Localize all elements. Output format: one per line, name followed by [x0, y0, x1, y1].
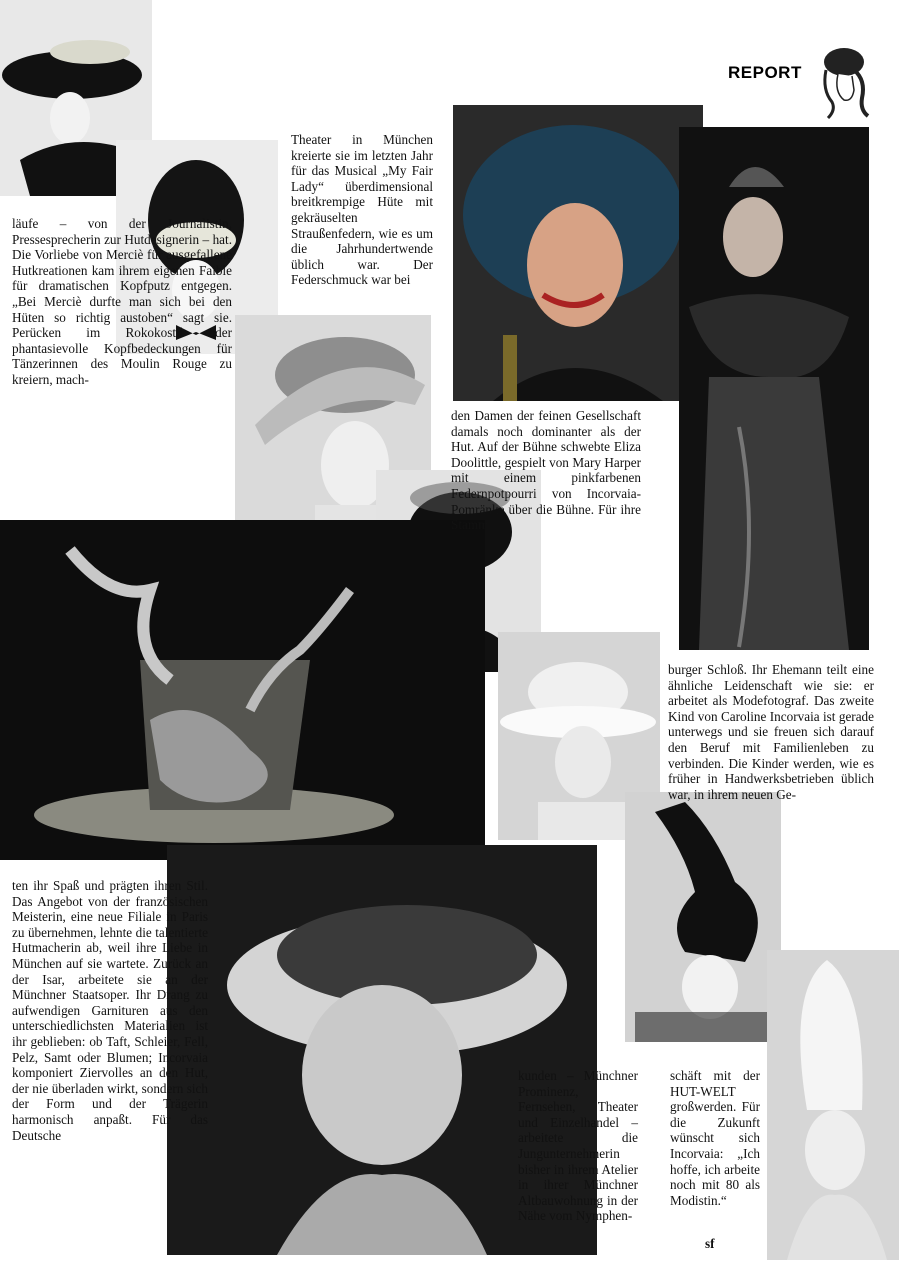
article-text-col1-bottom: ten ihr Spaß und prägten ihren Stil. Das Angebot von der französischen Meisterin, eine neue Filiale in Paris zu übernehmen, lehnte die talentierte Hutmacherin ab, weil ihre Liebe in München auf sie wartete. Zurück an der Isar, arbeitete sie an der Münchner Staatsoper. Ihr Drang zu aufwendigen Garnituren aus den unterschiedlichsten Materialien ist ihr geblieben: ob Taft, Schleier, Fell, Pelz, Samt oder Blumen; Incorvaia komponiert Ziervolles an den Hut, der nie überladen wirkt, sondern sich der Form und der Trägerin harmonisch anpaßt. Für das Deutsche [12, 878, 208, 1143]
article-text-col2-top: Theater in München kreierte sie im letzten Jahr für das Musical „My Fair Lady“ überdimensional breitkrempige Hüte mit gekräuselten Straußenfedern, wie es um die Jahrhundertwende üblich war. Der Federschmuck war bei [291, 132, 433, 288]
section-label: REPORT [728, 63, 802, 82]
photo-portrait-feather-hat [453, 105, 703, 401]
author-signature: sf [705, 1236, 715, 1251]
article-text-col3: burger Schloß. Ihr Ehemann teilt eine ähnliche Leidenschaft wie sie: er arbeitet als Modefotograf. Das zweite Kind von Caroline Incorvaia ist gerade unterwegs und sie freuen sich darauf den Beruf mit Familienleben zu verbinden. Die Kinder werden, wie es früher in Handwerksbetrieben üblich war, in ihrem neuen Ge- [668, 662, 874, 802]
article-text-col2-mid: den Damen der feinen Gesellschaft damals noch dominanter als der Hut. Auf der Bühne schwebte Eliza Doolittle, gespielt von Mary Harper mit einem pinkfarbenen Federnpotpourri von Incorvaia-Pomränke über die Bühne. Für ihre Stamm [451, 408, 641, 533]
photo-tulle-plume-hat [625, 792, 781, 1042]
article-text-col2-bottom: kunden – Münchner Prominenz, Fernsehen, Theater und Einzelhandel – arbeitete die Jungunternehmerin bisher in ihrem Atelier in ihrer Münchner Altbauwohnung in der Nähe vom Nymphen- [518, 1068, 638, 1224]
hat-lady-logo-icon [814, 40, 874, 120]
article-text-col3-bottom: schäft mit der HUT-WELT großwerden. Für die Zukunft wünscht sich Incorvaia: „Ich hoffe, ich arbeite noch mit 80 als Modistin.“ [670, 1068, 760, 1208]
photo-tall-white-hat [767, 950, 899, 1260]
photo-sculptural-straw-hat [0, 520, 485, 860]
photo-ruffled-dress-model [679, 127, 869, 650]
article-text-col1-top: läufe – von der Journalistin, Pressesprecherin zur Hutdesignerin – hat. Die Vorliebe von Merciè für ausgefallene Hutkreationen kam ihrem eigenen Faible für dramatischen Kopfputz entgegen. „Bei Merciè durfte man sich bei den Hüten so richtig austoben“ sagt sie. Perücken im Rokokostil oder phantasievolle Kopfbedeckungen für Tänzerinnen des Moulin Rouge zu kreiern, mach- [12, 216, 232, 387]
